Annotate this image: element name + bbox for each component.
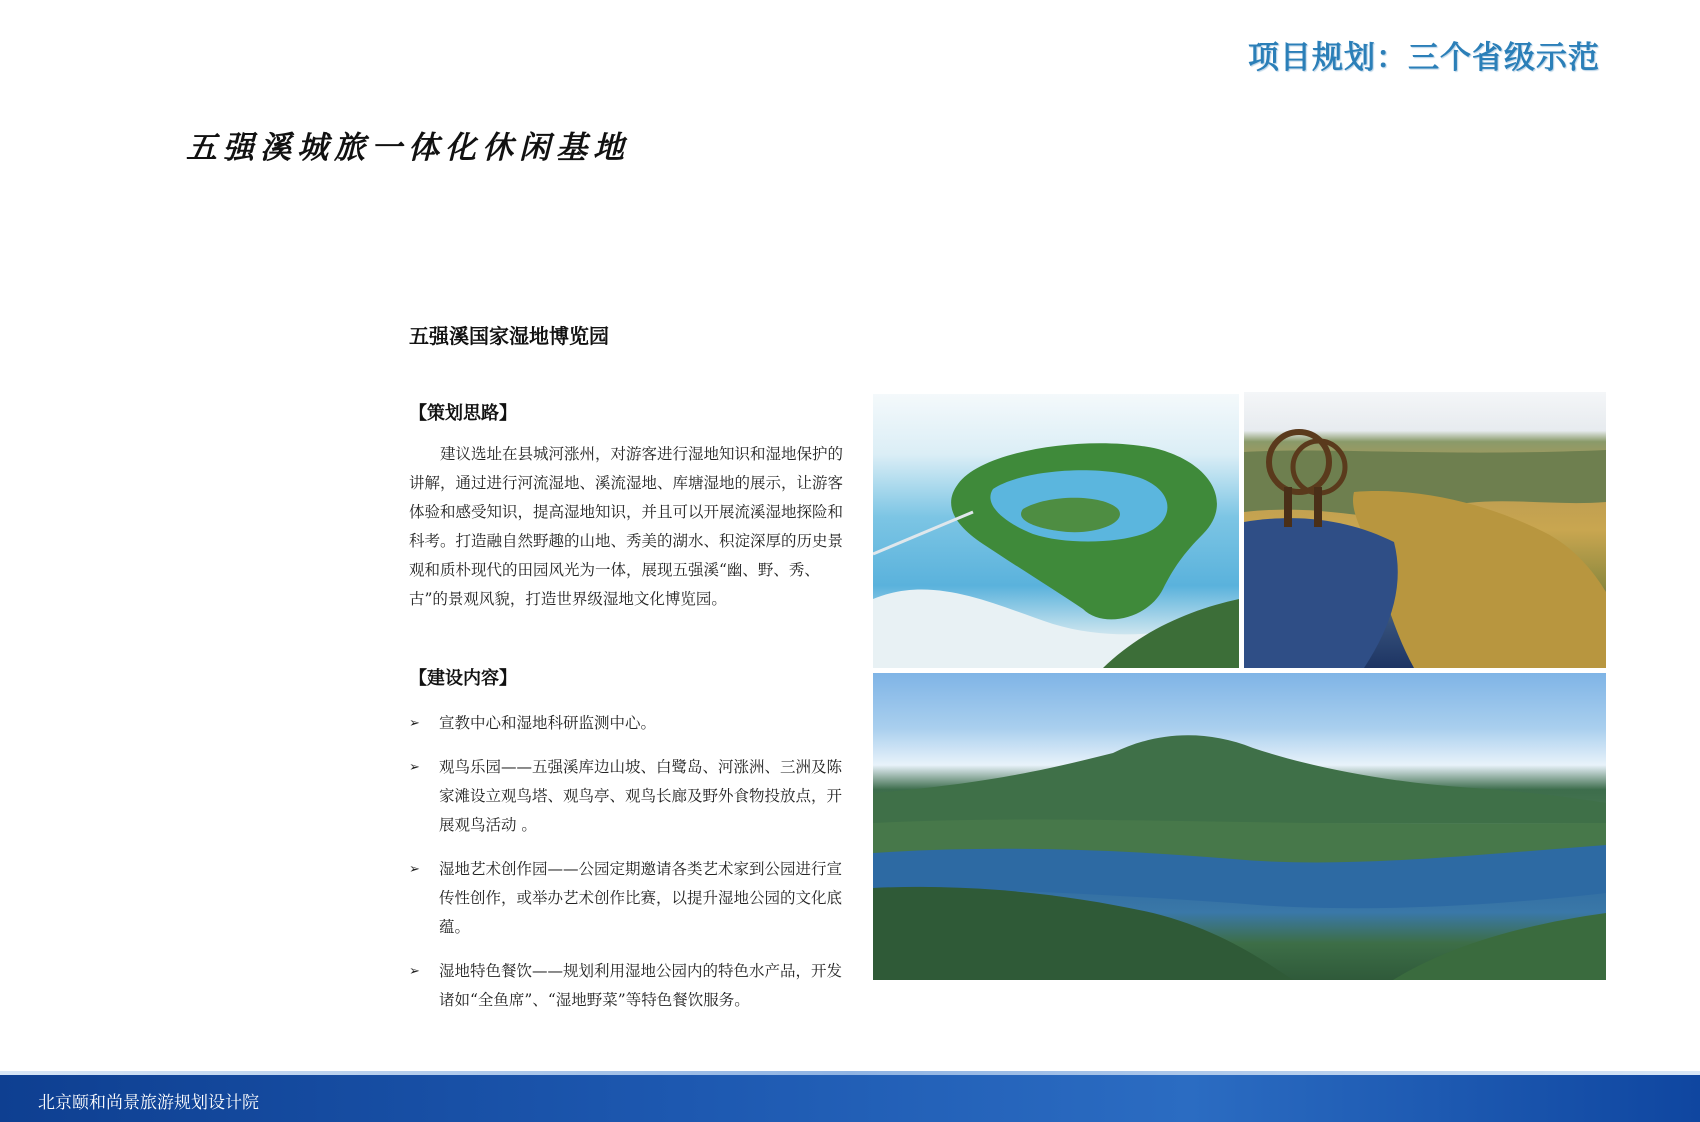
island-aerial-photo bbox=[873, 394, 1239, 668]
arrow-bullet-icon: ➢ bbox=[409, 964, 420, 979]
section-title: 五强溪国家湿地博览园 bbox=[409, 324, 609, 348]
wetland-waterwheel-photo bbox=[1244, 392, 1606, 668]
arrow-bullet-icon: ➢ bbox=[409, 716, 420, 731]
content-list bbox=[409, 709, 844, 1030]
arrow-bullet-icon: ➢ bbox=[409, 862, 420, 877]
list-item bbox=[409, 709, 844, 738]
content-heading: 【建设内容】 bbox=[409, 668, 517, 689]
planning-heading: 【策划思路】 bbox=[409, 403, 517, 424]
lake-landscape-photo bbox=[873, 673, 1606, 980]
page-header-title: 项目规划：三个省级示范 bbox=[1248, 40, 1600, 76]
arrow-bullet-icon: ➢ bbox=[409, 760, 420, 775]
list-item-text: 湿地特色餐饮——规划利用湿地公园内的特色水产品，开发诸如“全鱼席”、“湿地野菜”等特色餐饮服务。 bbox=[439, 962, 843, 1009]
list-item-text: 观鸟乐园——五强溪库边山坡、白鹭岛、河涨洲、三洲及陈家滩设立观鸟塔、观鸟亭、观鸟长廊及野外食物投放点，开展观鸟活动 。 bbox=[439, 758, 843, 834]
footer-company-name: 北京颐和尚景旅游规划设计院 bbox=[38, 1093, 259, 1113]
list-item bbox=[409, 753, 844, 840]
list-item-text: 湿地艺术创作园——公园定期邀请各类艺术家到公园进行宣传性创作，或举办艺术创作比赛，以提升湿地公园的文化底蕴。 bbox=[439, 860, 843, 936]
list-item bbox=[409, 957, 844, 1015]
list-item-text: 宣教中心和湿地科研监测中心。 bbox=[439, 714, 657, 732]
main-title: 五强溪城旅一体化休闲基地 bbox=[186, 130, 630, 166]
list-item bbox=[409, 855, 844, 942]
planning-paragraph: 建议选址在县城河涨州，对游客进行湿地知识和湿地保护的讲解，通过进行河流湿地、溪流湿地、库塘湿地的展示，让游客体验和感受知识，提高湿地知识，并且可以开展流溪湿地探险和科考。打造融自然野趣的山地、秀美的湖水、积淀深厚的历史景观和质朴现代的田园风光为一体，展现五强溪“幽、野、秀、古”的景观风貌，打造世界级湿地文化博览园。 bbox=[409, 445, 844, 608]
